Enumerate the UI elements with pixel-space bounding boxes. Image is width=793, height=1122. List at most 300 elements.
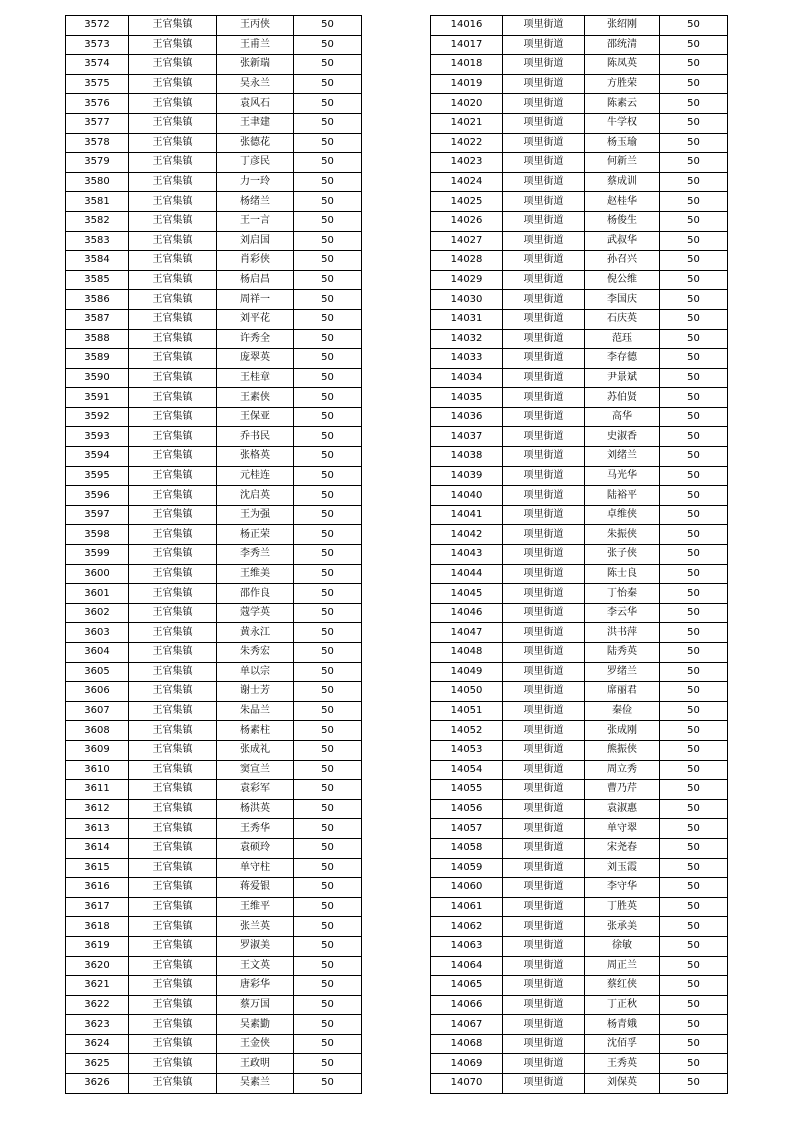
cell-name: 王秀华 [217, 819, 294, 839]
cell-name: 蔡成训 [585, 172, 660, 192]
cell-town: 王官集镇 [129, 995, 217, 1015]
cell-name: 王政明 [217, 1054, 294, 1074]
cell-id: 14064 [431, 956, 503, 976]
cell-amount: 50 [660, 1015, 728, 1035]
cell-name: 李守华 [585, 878, 660, 898]
cell-town: 王官集镇 [129, 819, 217, 839]
cell-amount: 50 [660, 838, 728, 858]
cell-id: 14067 [431, 1015, 503, 1035]
cell-id: 3594 [66, 447, 129, 467]
cell-name: 袁风石 [217, 94, 294, 114]
table-row [66, 270, 362, 290]
cell-name: 李存德 [585, 349, 660, 369]
cell-town: 项里街道 [503, 329, 585, 349]
table-row [431, 251, 728, 271]
cell-town: 项里街道 [503, 740, 585, 760]
cell-town: 项里街道 [503, 113, 585, 133]
cell-amount: 50 [660, 799, 728, 819]
cell-town: 王官集镇 [129, 231, 217, 251]
cell-name: 史淑香 [585, 427, 660, 447]
cell-amount: 50 [294, 956, 362, 976]
table-row [431, 995, 728, 1015]
cell-town: 项里街道 [503, 584, 585, 604]
cell-name: 卓维侠 [585, 505, 660, 525]
cell-amount: 50 [294, 486, 362, 506]
table-row [66, 74, 362, 94]
cell-id: 14070 [431, 1074, 503, 1094]
cell-amount: 50 [660, 858, 728, 878]
table-row [431, 878, 728, 898]
cell-amount: 50 [294, 368, 362, 388]
cell-town: 王官集镇 [129, 329, 217, 349]
cell-town: 项里街道 [503, 662, 585, 682]
table-row [431, 799, 728, 819]
cell-town: 王官集镇 [129, 172, 217, 192]
cell-town: 王官集镇 [129, 701, 217, 721]
table-row [66, 211, 362, 231]
cell-amount: 50 [294, 878, 362, 898]
cell-amount: 50 [660, 35, 728, 55]
cell-id: 3614 [66, 838, 129, 858]
table-row [431, 545, 728, 565]
cell-amount: 50 [294, 858, 362, 878]
table-row [431, 172, 728, 192]
table-row [431, 505, 728, 525]
cell-name: 王维美 [217, 564, 294, 584]
cell-town: 项里街道 [503, 897, 585, 917]
cell-amount: 50 [294, 251, 362, 271]
cell-id: 14030 [431, 290, 503, 310]
cell-name: 单守翠 [585, 819, 660, 839]
cell-name: 李国庆 [585, 290, 660, 310]
cell-name: 沈佰孚 [585, 1034, 660, 1054]
table-row [66, 94, 362, 114]
table-row [66, 643, 362, 663]
cell-town: 项里街道 [503, 760, 585, 780]
cell-amount: 50 [660, 721, 728, 741]
cell-name: 黄永江 [217, 623, 294, 643]
cell-id: 3608 [66, 721, 129, 741]
cell-name: 朱秀宏 [217, 643, 294, 663]
cell-amount: 50 [294, 447, 362, 467]
cell-name: 蔻学英 [217, 603, 294, 623]
table-row [66, 858, 362, 878]
cell-id: 3583 [66, 231, 129, 251]
cell-town: 王官集镇 [129, 466, 217, 486]
cell-id: 14031 [431, 309, 503, 329]
cell-town: 王官集镇 [129, 368, 217, 388]
table-row [431, 447, 728, 467]
cell-name: 周祥一 [217, 290, 294, 310]
cell-name: 吴素兰 [217, 1074, 294, 1094]
cell-amount: 50 [294, 329, 362, 349]
table-row [66, 16, 362, 36]
cell-town: 王官集镇 [129, 133, 217, 153]
cell-name: 张兰英 [217, 917, 294, 937]
cell-id: 3596 [66, 486, 129, 506]
cell-amount: 50 [294, 113, 362, 133]
cell-name: 谢士芳 [217, 682, 294, 702]
cell-id: 14033 [431, 349, 503, 369]
cell-town: 项里街道 [503, 701, 585, 721]
cell-town: 项里街道 [503, 838, 585, 858]
cell-town: 项里街道 [503, 858, 585, 878]
cell-id: 3595 [66, 466, 129, 486]
cell-id: 3607 [66, 701, 129, 721]
cell-town: 项里街道 [503, 1015, 585, 1035]
cell-amount: 50 [294, 74, 362, 94]
cell-town: 王官集镇 [129, 270, 217, 290]
cell-name: 王素侠 [217, 388, 294, 408]
table-row [66, 819, 362, 839]
cell-amount: 50 [294, 760, 362, 780]
cell-town: 王官集镇 [129, 917, 217, 937]
cell-name: 曹乃芹 [585, 780, 660, 800]
cell-amount: 50 [294, 584, 362, 604]
cell-amount: 50 [660, 760, 728, 780]
table-row [66, 917, 362, 937]
cell-id: 3615 [66, 858, 129, 878]
cell-name: 杨青娥 [585, 1015, 660, 1035]
cell-name: 周正兰 [585, 956, 660, 976]
table-row [431, 388, 728, 408]
cell-id: 3592 [66, 407, 129, 427]
cell-town: 王官集镇 [129, 211, 217, 231]
table-row [66, 486, 362, 506]
cell-id: 14020 [431, 94, 503, 114]
cell-town: 王官集镇 [129, 74, 217, 94]
cell-name: 罗淑美 [217, 936, 294, 956]
cell-town: 项里街道 [503, 780, 585, 800]
table-row [66, 133, 362, 153]
table-row [431, 1074, 728, 1094]
cell-name: 肖彩侠 [217, 251, 294, 271]
table-row [66, 956, 362, 976]
cell-id: 14060 [431, 878, 503, 898]
cell-name: 马光华 [585, 466, 660, 486]
cell-id: 14016 [431, 16, 503, 36]
cell-id: 14040 [431, 486, 503, 506]
cell-id: 3587 [66, 309, 129, 329]
table-row [431, 603, 728, 623]
cell-id: 3599 [66, 545, 129, 565]
table-row [431, 74, 728, 94]
cell-town: 项里街道 [503, 133, 585, 153]
cell-town: 王官集镇 [129, 505, 217, 525]
cell-id: 3626 [66, 1074, 129, 1094]
cell-town: 王官集镇 [129, 16, 217, 36]
cell-amount: 50 [294, 388, 362, 408]
cell-id: 14045 [431, 584, 503, 604]
table-row [66, 329, 362, 349]
cell-town: 王官集镇 [129, 721, 217, 741]
cell-name: 单守柱 [217, 858, 294, 878]
cell-town: 王官集镇 [129, 897, 217, 917]
cell-amount: 50 [660, 407, 728, 427]
cell-name: 刘绪兰 [585, 447, 660, 467]
cell-name: 何新兰 [585, 153, 660, 173]
cell-town: 项里街道 [503, 388, 585, 408]
cell-name: 袁淑惠 [585, 799, 660, 819]
cell-town: 王官集镇 [129, 799, 217, 819]
cell-id: 14022 [431, 133, 503, 153]
cell-id: 3575 [66, 74, 129, 94]
cell-id: 3600 [66, 564, 129, 584]
cell-town: 王官集镇 [129, 1054, 217, 1074]
cell-id: 3602 [66, 603, 129, 623]
cell-amount: 50 [294, 525, 362, 545]
cell-name: 沈启英 [217, 486, 294, 506]
cell-name: 张绍刚 [585, 16, 660, 36]
cell-amount: 50 [294, 309, 362, 329]
table-row [431, 55, 728, 75]
cell-id: 3578 [66, 133, 129, 153]
cell-amount: 50 [660, 113, 728, 133]
cell-amount: 50 [294, 603, 362, 623]
cell-id: 14034 [431, 368, 503, 388]
cell-id: 3619 [66, 936, 129, 956]
cell-amount: 50 [294, 270, 362, 290]
cell-id: 14068 [431, 1034, 503, 1054]
cell-town: 王官集镇 [129, 55, 217, 75]
cell-name: 刘玉霞 [585, 858, 660, 878]
cell-town: 项里街道 [503, 936, 585, 956]
cell-amount: 50 [660, 1054, 728, 1074]
cell-amount: 50 [660, 192, 728, 212]
cell-id: 3610 [66, 760, 129, 780]
table-row [431, 35, 728, 55]
cell-amount: 50 [660, 290, 728, 310]
cell-id: 14024 [431, 172, 503, 192]
cell-name: 朱品兰 [217, 701, 294, 721]
cell-town: 王官集镇 [129, 153, 217, 173]
cell-town: 项里街道 [503, 917, 585, 937]
cell-name: 张成刚 [585, 721, 660, 741]
cell-amount: 50 [660, 1074, 728, 1094]
cell-amount: 50 [294, 1034, 362, 1054]
table-row [431, 290, 728, 310]
table-row [66, 623, 362, 643]
cell-id: 14028 [431, 251, 503, 271]
table-row [431, 270, 728, 290]
cell-town: 王官集镇 [129, 525, 217, 545]
cell-name: 陆裕平 [585, 486, 660, 506]
cell-name: 吴素勤 [217, 1015, 294, 1035]
cell-town: 王官集镇 [129, 956, 217, 976]
table-row [66, 172, 362, 192]
cell-amount: 50 [660, 936, 728, 956]
cell-id: 14065 [431, 976, 503, 996]
table-row [431, 1034, 728, 1054]
cell-name: 吴永兰 [217, 74, 294, 94]
cell-name: 王文英 [217, 956, 294, 976]
table-row [431, 936, 728, 956]
cell-town: 王官集镇 [129, 682, 217, 702]
cell-amount: 50 [660, 995, 728, 1015]
cell-town: 王官集镇 [129, 290, 217, 310]
table-row [431, 740, 728, 760]
table-row [66, 447, 362, 467]
cell-town: 项里街道 [503, 466, 585, 486]
cell-id: 14042 [431, 525, 503, 545]
cell-amount: 50 [294, 897, 362, 917]
cell-town: 王官集镇 [129, 1034, 217, 1054]
table-row [431, 368, 728, 388]
table-row [431, 466, 728, 486]
cell-id: 3606 [66, 682, 129, 702]
cell-id: 14035 [431, 388, 503, 408]
table-row [431, 564, 728, 584]
cell-town: 项里街道 [503, 545, 585, 565]
cell-id: 14025 [431, 192, 503, 212]
cell-id: 14058 [431, 838, 503, 858]
cell-name: 陈凤英 [585, 55, 660, 75]
cell-town: 王官集镇 [129, 447, 217, 467]
cell-amount: 50 [294, 192, 362, 212]
table-row [431, 838, 728, 858]
cell-id: 3588 [66, 329, 129, 349]
cell-amount: 50 [660, 270, 728, 290]
cell-amount: 50 [294, 466, 362, 486]
cell-amount: 50 [660, 94, 728, 114]
cell-id: 3573 [66, 35, 129, 55]
cell-name: 王维平 [217, 897, 294, 917]
cell-amount: 50 [660, 682, 728, 702]
cell-id: 3581 [66, 192, 129, 212]
cell-name: 宋尧春 [585, 838, 660, 858]
table-row [66, 55, 362, 75]
table-row [431, 897, 728, 917]
cell-name: 袁彩军 [217, 780, 294, 800]
cell-town: 项里街道 [503, 407, 585, 427]
cell-id: 3597 [66, 505, 129, 525]
cell-name: 高华 [585, 407, 660, 427]
cell-amount: 50 [294, 819, 362, 839]
table-row [431, 701, 728, 721]
cell-name: 蒋爱银 [217, 878, 294, 898]
cell-id: 14055 [431, 780, 503, 800]
table-row [431, 16, 728, 36]
cell-name: 张格英 [217, 447, 294, 467]
cell-name: 孙召兴 [585, 251, 660, 271]
table-row [431, 643, 728, 663]
cell-id: 14054 [431, 760, 503, 780]
cell-id: 14037 [431, 427, 503, 447]
cell-amount: 50 [294, 427, 362, 447]
cell-name: 丁怡秦 [585, 584, 660, 604]
cell-town: 王官集镇 [129, 936, 217, 956]
cell-amount: 50 [660, 623, 728, 643]
cell-amount: 50 [294, 936, 362, 956]
cell-id: 3618 [66, 917, 129, 937]
cell-id: 14046 [431, 603, 503, 623]
cell-town: 项里街道 [503, 309, 585, 329]
cell-id: 3577 [66, 113, 129, 133]
cell-id: 3576 [66, 94, 129, 114]
cell-town: 王官集镇 [129, 486, 217, 506]
cell-id: 3622 [66, 995, 129, 1015]
cell-name: 丁彦民 [217, 153, 294, 173]
table-row [66, 564, 362, 584]
cell-amount: 50 [294, 1074, 362, 1094]
cell-name: 蔡红侠 [585, 976, 660, 996]
cell-amount: 50 [294, 917, 362, 937]
cell-name: 王金侠 [217, 1034, 294, 1054]
cell-amount: 50 [660, 329, 728, 349]
cell-amount: 50 [660, 368, 728, 388]
cell-name: 方胜荣 [585, 74, 660, 94]
cell-town: 王官集镇 [129, 309, 217, 329]
cell-town: 项里街道 [503, 368, 585, 388]
table-row [431, 211, 728, 231]
cell-id: 3611 [66, 780, 129, 800]
cell-amount: 50 [660, 643, 728, 663]
cell-amount: 50 [294, 740, 362, 760]
cell-amount: 50 [660, 956, 728, 976]
cell-name: 陈素云 [585, 94, 660, 114]
cell-amount: 50 [660, 74, 728, 94]
table-row [66, 349, 362, 369]
cell-id: 14017 [431, 35, 503, 55]
table-row [66, 780, 362, 800]
cell-id: 14050 [431, 682, 503, 702]
cell-town: 项里街道 [503, 251, 585, 271]
cell-id: 3574 [66, 55, 129, 75]
cell-id: 14057 [431, 819, 503, 839]
cell-id: 3601 [66, 584, 129, 604]
cell-town: 王官集镇 [129, 349, 217, 369]
cell-name: 邵作良 [217, 584, 294, 604]
cell-name: 杨俊生 [585, 211, 660, 231]
cell-name: 窦宣兰 [217, 760, 294, 780]
table-row [431, 329, 728, 349]
cell-name: 杨正荣 [217, 525, 294, 545]
cell-id: 14056 [431, 799, 503, 819]
cell-town: 王官集镇 [129, 1015, 217, 1035]
cell-town: 项里街道 [503, 995, 585, 1015]
cell-name: 王甫兰 [217, 35, 294, 55]
cell-id: 14044 [431, 564, 503, 584]
cell-town: 项里街道 [503, 1054, 585, 1074]
cell-id: 3609 [66, 740, 129, 760]
cell-amount: 50 [294, 1054, 362, 1074]
cell-id: 3590 [66, 368, 129, 388]
cell-name: 许秀全 [217, 329, 294, 349]
table-row [66, 878, 362, 898]
cell-town: 王官集镇 [129, 1074, 217, 1094]
table-row [66, 113, 362, 133]
cell-id: 14041 [431, 505, 503, 525]
cell-town: 王官集镇 [129, 564, 217, 584]
cell-town: 王官集镇 [129, 976, 217, 996]
cell-town: 王官集镇 [129, 780, 217, 800]
cell-name: 陆秀英 [585, 643, 660, 663]
cell-id: 14021 [431, 113, 503, 133]
cell-town: 项里街道 [503, 290, 585, 310]
cell-name: 杨素柱 [217, 721, 294, 741]
table-row [66, 897, 362, 917]
cell-town: 项里街道 [503, 623, 585, 643]
cell-town: 项里街道 [503, 35, 585, 55]
cell-name: 蔡万国 [217, 995, 294, 1015]
table-row [431, 231, 728, 251]
cell-amount: 50 [660, 603, 728, 623]
cell-amount: 50 [660, 309, 728, 329]
cell-id: 3624 [66, 1034, 129, 1054]
cell-id: 3617 [66, 897, 129, 917]
right-table [430, 15, 728, 1094]
table-row [431, 525, 728, 545]
